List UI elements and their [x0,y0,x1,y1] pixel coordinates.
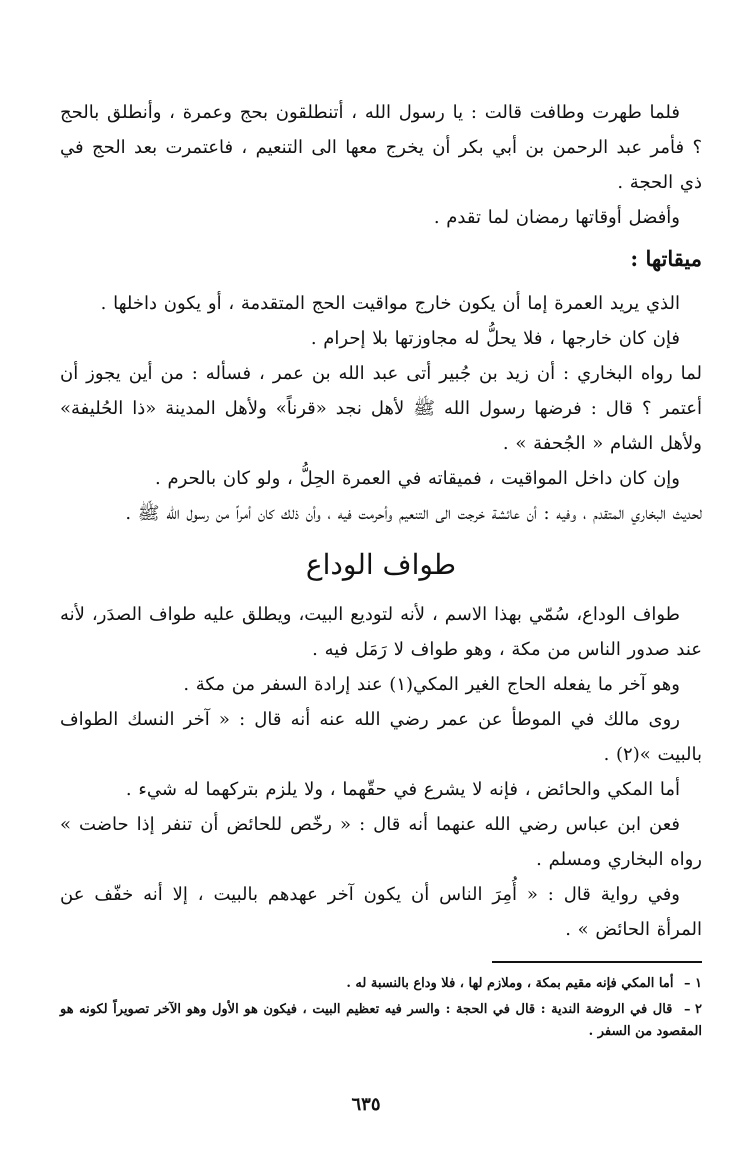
paragraph: طواف الوداع، سُمّي بهذا الاسم ، لأنه لتوديع البيت، ويطلق عليه طواف الصدَر، لأنه عند صدور الناس من مكة ، وهو طواف لا رَمَل فيه . [60,604,702,660]
paragraph: فعن ابن عباس رضي الله عنهما أنه قال : « رخّص للحائض أن تنفر إذا حاضت » رواه البخاري ومسلم . [60,814,702,870]
footnotes [60,973,702,1043]
section-title: طواف الوداع [305,548,457,581]
wada-text-block [60,597,702,947]
paragraph: لما رواه البخاري : أن زيد بن جُبير أتى عبد الله بن عمر ، فسأله : من أين يجوز أن أعتمر ؟ قال : فرضها رسول الله ﷺ لأهل نجد «قرناً» ولأهل المدينة «ذا الحُليفة» ولأهل الشام « الجُحفة » . [60,363,702,454]
paragraph: فإن كان خارجها ، فلا يحلُّ له مجاوزتها بلا إحرام . [310,328,680,349]
paragraph: أما المكي والحائض ، فإنه لا يشرع في حقّهما ، ولا يلزم بتركهما له شيء . [125,779,680,800]
paragraph: وهو آخر ما يفعله الحاج الغير المكي(١) عند إرادة السفر من مكة . [183,674,680,695]
footnote [60,999,702,1043]
paragraph: فلما طهرت وطافت قالت : يا رسول الله ، أتنطلقون بحج وعمرة ، وأنطلق بالحج ؟ فأمر عبد الرحمن بن أبي بكر أن يخرج معها الى التنعيم ، فاعتمرت بعد الحج في ذي الحجة . [60,102,702,193]
footnote-text: قال في الروضة الندية : قال في الحجة : والسر فيه تعظيم البيت ، فيكون هو الأول وهو الآخر تصويراً لكونه هو المقصود من السفر . [60,1002,702,1039]
paragraph: الذي يريد العمرة إما أن يكون خارج مواقيت الحج المتقدمة ، أو يكون داخلها . [100,293,680,314]
footnote-number: ١ – [683,976,702,991]
page-body [60,95,702,1129]
footnote-divider [492,961,702,963]
footnote-number: ٢ – [683,1002,702,1017]
miqat-heading: ميقاتها : [630,246,702,271]
paragraph: لحديث البخاري المتقدم ، وفيه : أن عائشة خرجت الى التنعيم وأحرمت فيه ، وأن ذلك كان أمراً من رسول الله ﷺ . [125,503,702,524]
footnote-text: أما المكي فإنه مقيم بمكة ، وملازم لها ، فلا وداع بالنسبة له . [346,976,674,991]
page-number: ٦٣٥ [351,1094,381,1115]
paragraph: وأفضل أوقاتها رمضان لما تقدم . [433,207,680,228]
top-text-block [60,95,702,235]
paragraph: روى مالك في الموطأ عن عمر رضي الله عنه أنه قال : « آخر النسك الطواف بالبيت »(٢) . [60,709,702,765]
miqat-text-block [60,286,702,531]
paragraph: وإن كان داخل المواقيت ، فميقاته في العمرة الحِلُّ ، ولو كان بالحرم . [155,468,680,489]
paragraph: وفي رواية قال : « أُمِرَ الناس أن يكون آخر عهدهم بالبيت ، إلا أنه خفّف عن المرأة الحائض » . [60,884,702,940]
footnote [60,973,702,995]
